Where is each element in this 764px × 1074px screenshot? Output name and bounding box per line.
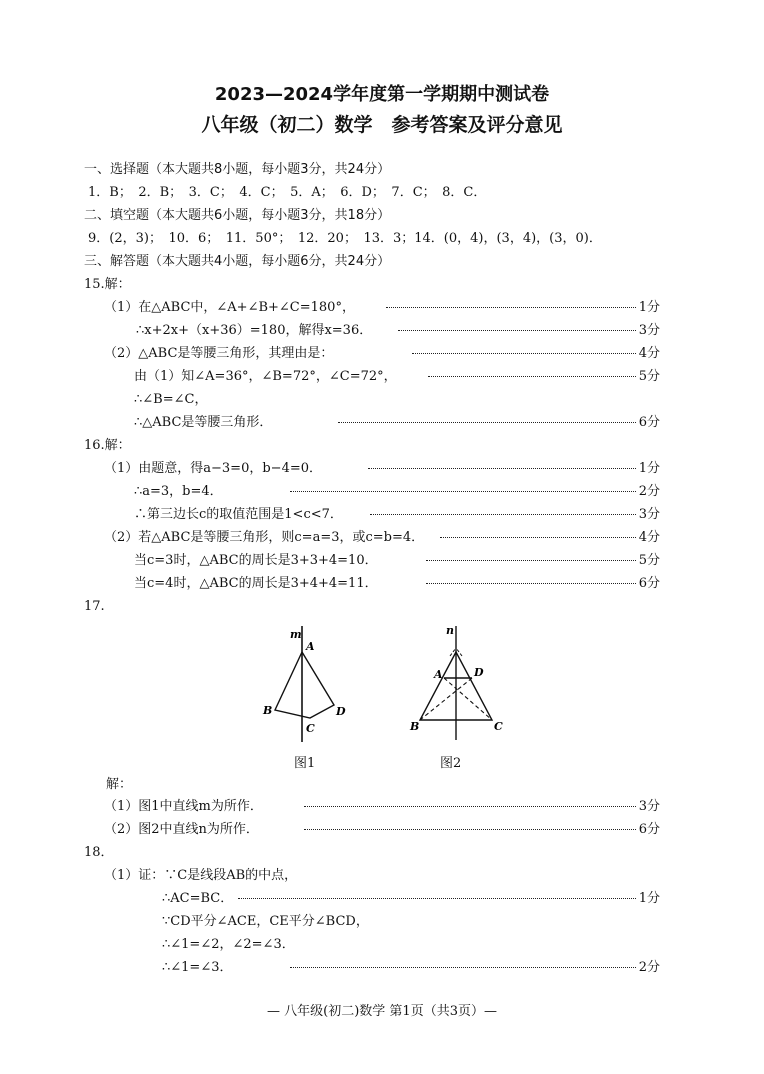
page-footer: — 八年级(初二)数学 第1页（共3页）— — [267, 1004, 497, 1019]
fig2-label-b: B — [410, 720, 420, 733]
score: 5分 — [638, 553, 660, 568]
q17-line-2: （2）图2中直线n为所作． 6分 — [104, 822, 660, 837]
score: 6分 — [638, 576, 660, 591]
leader-dots — [290, 491, 636, 492]
leader-dots — [370, 514, 636, 515]
leader-dots — [368, 468, 636, 469]
q15-label: 15.解： — [84, 277, 131, 292]
q15-line-5: ∴∠B=∠C， — [134, 391, 660, 409]
q18-line-5: ∴∠1=∠3． 2分 — [162, 960, 660, 975]
triangle-abcd — [275, 652, 334, 718]
leader-dots — [426, 583, 636, 584]
fig1-label-a: A — [306, 640, 315, 653]
dashed-ac — [444, 678, 492, 720]
leader-dots — [386, 307, 636, 308]
section2-answers: 9．(2，3)； 10．6； 11．50°； 12．20； 13．3；14．(0，4)，(3，4)，(3，0)． — [88, 231, 602, 246]
q17-label: 17. — [84, 599, 105, 614]
leader-dots — [290, 967, 636, 968]
dashed-db — [420, 678, 472, 720]
leader-dots — [238, 898, 636, 899]
score: 5分 — [638, 369, 660, 384]
q18-line-4: ∴∠1=∠2，∠2=∠3． — [162, 936, 660, 954]
leader-dots — [398, 330, 636, 331]
exam-subtitle: 八年级（初二）数学 参考答案及评分意见 — [201, 114, 563, 136]
q16-line-4: （2）若△ABC是等腰三角形，则c=a=3，或c=b=4． 4分 — [104, 530, 660, 545]
q17-line-1: （1）图1中直线m为所作． 3分 — [104, 799, 660, 814]
q15-line-6: ∴△ABC是等腰三角形． 6分 — [134, 415, 660, 430]
q18-line-2: ∴AC=BC． 1分 — [162, 891, 660, 906]
q18-label: 18． — [84, 845, 114, 860]
fig1-label-c: C — [306, 722, 315, 735]
score: 2分 — [638, 960, 660, 975]
q15-line-2: ∴x+2x+（x+36）=180，解得x=36． 3分 — [136, 323, 660, 338]
score: 3分 — [638, 799, 660, 814]
leader-dots — [412, 353, 636, 354]
fig2-label-d: D — [474, 666, 484, 679]
q16-line-3: ∴第三边长c的取值范围是1<c<7． 3分 — [134, 507, 660, 522]
leader-dots — [440, 537, 636, 538]
q16-label: 16.解： — [84, 438, 131, 453]
figure-2-diagram — [400, 620, 510, 750]
q16-line-6: 当c=4时，△ABC的周长是3+4+4=11． 6分 — [134, 576, 660, 591]
score: 4分 — [638, 530, 660, 545]
q16-line-1: （1）由题意，得a−3=0，b−4=0． 1分 — [104, 461, 660, 476]
section2-heading: 二、填空题（本大题共6小题，每小题3分，共18分） — [84, 208, 391, 223]
fig2-label-c: C — [494, 720, 503, 733]
leader-dots — [338, 422, 636, 423]
leader-dots — [304, 806, 636, 807]
q18-line-3: ∵CD平分∠ACE，CE平分∠BCD， — [162, 913, 660, 931]
score: 1分 — [638, 891, 660, 906]
figure-1-diagram — [250, 620, 360, 750]
section3-heading: 三、解答题（本大题共4小题，每小题6分，共24分） — [84, 254, 391, 269]
q16-line-5: 当c=3时，△ABC的周长是3+3+4=10． 5分 — [134, 553, 660, 568]
q15-line-3: （2）△ABC是等腰三角形，其理由是： 4分 — [104, 346, 660, 361]
score: 3分 — [638, 507, 660, 522]
exam-title: 2023—2024学年度第一学期期中测试卷 — [214, 84, 550, 105]
leader-dots — [426, 560, 636, 561]
q16-line-2: ∴a=3，b=4． 2分 — [134, 484, 660, 499]
score: 1分 — [638, 300, 660, 315]
q17-solution-label: 解： — [106, 777, 133, 792]
leader-dots — [428, 376, 636, 377]
score: 1分 — [638, 461, 660, 476]
score: 6分 — [638, 822, 660, 837]
q15-line-4: 由（1）知∠A=36°，∠B=72°，∠C=72°， 5分 — [134, 369, 660, 384]
leader-dots — [304, 829, 636, 830]
q18-line-1: （1）证：∵C是线段AB的中点， — [104, 867, 660, 885]
score: 6分 — [638, 415, 660, 430]
section1-answers: 1．B； 2．B； 3．C； 4．C； 5．A； 6．D； 7．C； 8．C． — [88, 185, 487, 200]
score: 2分 — [638, 484, 660, 499]
figure-1-caption: 图1 — [294, 756, 316, 771]
fig1-label-b: B — [263, 704, 273, 717]
q15-line-1: （1）在△ABC中，∠A+∠B+∠C=180°， 1分 — [104, 300, 660, 315]
fig2-label-n: n — [446, 624, 454, 637]
score: 3分 — [638, 323, 660, 338]
score: 4分 — [638, 346, 660, 361]
section1-heading: 一、选择题（本大题共8小题，每小题3分，共24分） — [84, 162, 391, 177]
fig1-label-m: m — [290, 628, 302, 641]
figure-2-caption: 图2 — [440, 756, 462, 771]
fig1-label-d: D — [336, 705, 346, 718]
fig2-label-a: A — [434, 668, 443, 681]
